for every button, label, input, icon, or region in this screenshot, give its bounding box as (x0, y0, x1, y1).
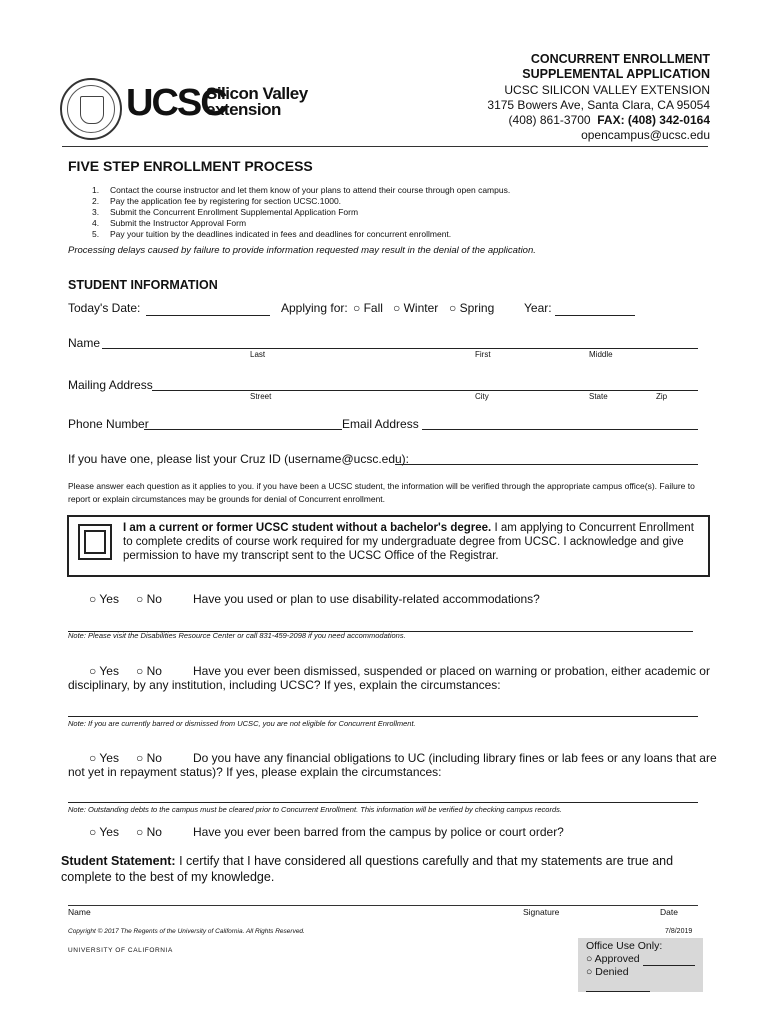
step-item: 4. Submit the Instructor Approval Form (92, 218, 247, 228)
cruz-id-field[interactable] (395, 450, 698, 465)
q3-question-line2: not yet in repayment status)? If yes, please explain the circumstances: (68, 765, 442, 779)
cruz-id-label: If you have one, please list your Cruz ID (username@ucsc.edu): (68, 452, 410, 466)
q1-yes-radio[interactable]: ○ Yes (89, 592, 119, 606)
copyright: Copyright © 2017 The Regents of the University of California. All Rights Reserved. (68, 928, 305, 935)
name-field[interactable] (102, 334, 698, 349)
q2-no-radio[interactable]: ○ No (136, 664, 162, 678)
uc-wordmark: UNIVERSITY OF CALIFORNIA (68, 947, 173, 954)
steps-heading: FIVE STEP ENROLLMENT PROCESS (68, 158, 313, 174)
ucsc-student-checkbox[interactable] (78, 524, 112, 560)
processing-note: Processing delays caused by failure to provide information requested may result in the denial of the application. (68, 245, 536, 256)
steps-list (92, 185, 510, 240)
org-email: opencampus@ucsc.edu (581, 128, 710, 142)
spring-radio[interactable]: ○ Spring (449, 301, 495, 315)
mailing-address-field[interactable] (152, 376, 698, 391)
instructions-text: Please answer each question as it applies to you. if you have been a UCSC student, the information will be verified through the appropriate campus office(s). Failure to report or explain circumstances may be grounds for denial of Concurrent enrollment. (68, 481, 695, 504)
header-info (487, 52, 710, 143)
q3-yes-radio[interactable]: ○ Yes (89, 751, 119, 765)
city-sublabel: City (475, 392, 489, 401)
first-sublabel: First (475, 350, 491, 359)
q3-question-line1: Do you have any financial obligations to UC (including library fines or lab fees or any loans that are (193, 751, 717, 765)
q1-answer-field[interactable] (68, 617, 693, 632)
signature-label: Signature (523, 907, 560, 917)
name-label: Name (68, 336, 101, 350)
office-use-box (578, 938, 703, 992)
org-name: UCSC SILICON VALLEY EXTENSION (504, 83, 710, 97)
denied-option[interactable]: ○ Denied (586, 966, 695, 992)
step-item: 2. Pay the application fee by registering for section UCSC.1000. (92, 196, 342, 206)
mailing-address-label: Mailing Address (68, 378, 153, 392)
zip-sublabel: Zip (656, 392, 668, 401)
office-use-title: Office Use Only: (586, 940, 663, 952)
signature-name-label: Name (68, 907, 91, 917)
uc-seal-logo (60, 78, 122, 140)
header-divider (62, 146, 708, 147)
step-item: 3. Submit the Concurrent Enrollment Supplemental Application Form (92, 207, 359, 217)
step-item: 1. Contact the course instructor and let them know of your plans to attend their course through open campus. (92, 185, 511, 195)
todays-date-field[interactable] (146, 301, 270, 316)
street-sublabel: Street (250, 392, 272, 401)
todays-date-label: Today's Date: (68, 301, 141, 315)
last-sublabel: Last (250, 350, 266, 359)
fall-radio[interactable]: ○ Fall (353, 301, 383, 315)
q2-question-line1: Have you ever been dismissed, suspended or placed on warning or probation, either academic or (193, 664, 710, 678)
q3-answer-field[interactable] (68, 788, 698, 803)
phone-field[interactable] (144, 415, 342, 430)
q3-no-radio[interactable]: ○ No (136, 751, 162, 765)
ucsc-student-statement: I am a current or former UCSC student without a bachelor's degree. I am applying to Concurrent Enrollment to complete credits of course work required for my undergraduate degree from UCSC. I acknowledge and give permission to have my transcript sent to the UCSC Office of the Registrar. (123, 522, 694, 562)
q2-question-line2: disciplinary, by any institution, including UCSC? If yes, explain the circumstances: (68, 678, 501, 692)
q2-note: Note: If you are currently barred or dismissed from UCSC, you are not eligible for Concurrent Enrollment. (68, 719, 416, 728)
q4-question: Have you ever been barred from the campus by police or court order? (193, 825, 564, 839)
date-label: Date (660, 907, 678, 917)
revision-date: 7/8/2019 (665, 928, 693, 935)
winter-radio[interactable]: ○ Winter (393, 301, 439, 315)
q4-yes-radio[interactable]: ○ Yes (89, 825, 119, 839)
q2-answer-field[interactable] (68, 702, 698, 717)
phone-label: Phone Number (68, 417, 149, 431)
q3-note: Note: Outstanding debts to the campus must be cleared prior to Concurrent Enrollment. This information will be verified by checking campus records. (68, 805, 562, 814)
ucsc-logo: UCSC (126, 82, 226, 124)
email-label: Email Address (342, 417, 419, 431)
q1-note: Note: Please visit the Disabilities Resource Center or call 831-459-2098 if you need accommodations. (68, 631, 406, 640)
approved-option[interactable]: ○ Approved (586, 953, 695, 966)
q1-no-radio[interactable]: ○ No (136, 592, 162, 606)
signature-line[interactable] (68, 905, 698, 906)
year-field[interactable] (555, 301, 635, 316)
q1-question: Have you used or plan to use disability-related accommodations? (193, 592, 540, 606)
year-label: Year: (524, 301, 552, 315)
student-statement: Student Statement: I certify that I have considered all questions carefully and that my statements are true and complete to the best of my knowledge. (61, 854, 674, 884)
form-title-line2: SUPPLEMENTAL APPLICATION (522, 67, 710, 81)
email-field[interactable] (422, 415, 698, 430)
q4-no-radio[interactable]: ○ No (136, 825, 162, 839)
student-info-heading: STUDENT INFORMATION (68, 278, 218, 292)
q2-yes-radio[interactable]: ○ Yes (89, 664, 119, 678)
form-title-line1: CONCURRENT ENROLLMENT (530, 52, 710, 66)
step-item: 5. Pay your tuition by the deadlines indicated in fees and deadlines for concurrent enrollment. (92, 229, 452, 239)
silicon-valley-extension-logo: Silicon Valley extension (206, 84, 308, 119)
applying-for-label: Applying for: (281, 301, 348, 315)
middle-sublabel: Middle (589, 350, 613, 359)
state-sublabel: State (589, 392, 608, 401)
org-address: 3175 Bowers Ave, Santa Clara, CA 95054 (487, 98, 710, 112)
org-phone-fax: (408) 861-3700 FAX: (408) 342-0164 (508, 113, 710, 127)
